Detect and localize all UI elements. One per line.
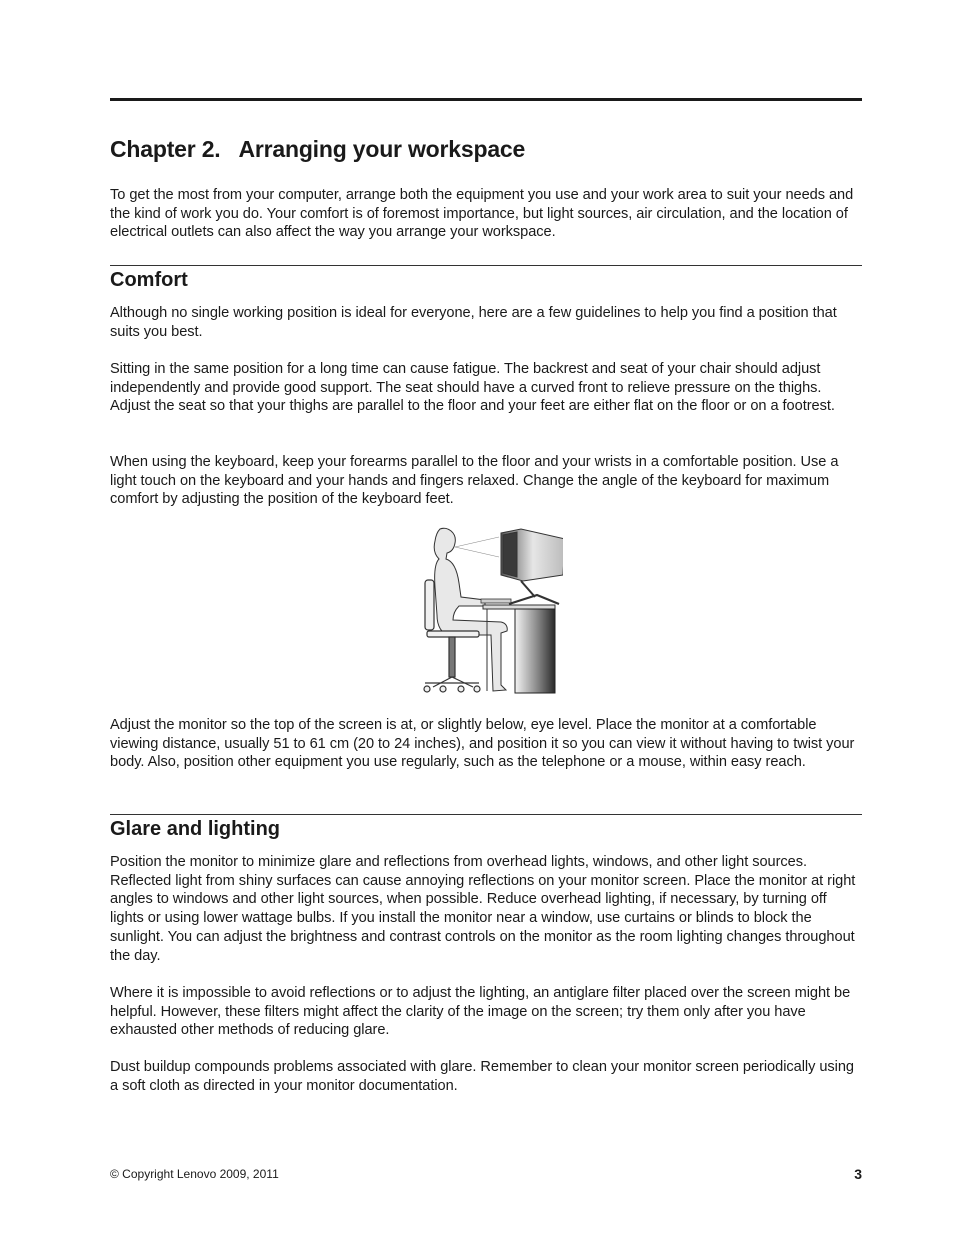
page-number: 3 — [854, 1166, 862, 1182]
comfort-paragraph-4: Adjust the monitor so the top of the screen is at, or slightly below, eye level. Place the monitor at a comfortable viewing distance, usually 51 to 61 cm (20 to 24 inches), and position it so you can view it without having to twist your body. Also, position other equipment you use regularly, such as the telephone or a mouse, within easy reach. — [110, 717, 855, 771]
sight-lines — [455, 537, 499, 557]
glare-section-rule — [110, 814, 862, 815]
copyright-notice: © Copyright Lenovo 2009, 2011 — [110, 1167, 279, 1181]
keyboard — [481, 599, 511, 603]
chapter-title-text: Arranging your workspace — [238, 136, 526, 162]
glare-paragraph-3: Dust buildup compounds problems associated with glare. Remember to clean your monitor screen periodically using a soft cloth as directed in your monitor documentation. — [110, 1059, 854, 1094]
workstation-posture-illustration — [413, 525, 563, 697]
comfort-section-rule — [110, 265, 862, 266]
glare-heading: Glare and lighting — [110, 818, 281, 840]
chapter-intro: To get the most from your computer, arrange both the equipment you use and your work area to suit your needs and the kind of work you do. Your comfort is of foremost importance, but light sources, air circulation, and the location of electrical outlets can also affect the way you arrange your workspace. — [110, 187, 854, 241]
monitor — [501, 529, 563, 604]
chapter-number: Chapter 2. — [110, 136, 221, 162]
comfort-paragraph-3: When using the keyboard, keep your forearms parallel to the floor and your wrists in a comfortable position. Use a light touch on the keyboard and your hands and fingers relaxed. Change the angle of the keyboard for maximum comfort by adjusting the position of the keyboard feet. — [110, 454, 839, 508]
comfort-paragraph-1: Although no single working position is ideal for everyone, here are a few guidelines to help you find a position that suits you best. — [110, 305, 837, 340]
chapter-title — [110, 136, 525, 163]
comfort-heading: Comfort — [110, 269, 188, 291]
glare-paragraph-2: Where it is impossible to avoid reflections or to adjust the lighting, an antiglare filter placed over the screen might be helpful. However, these filters might affect the clarity of the image on the screen; try them only after you have exhausted other methods of reducing glare. — [110, 985, 851, 1039]
seated-person-figure — [434, 528, 507, 691]
chapter-top-rule — [110, 98, 862, 101]
workstation-illustration-svg — [413, 525, 563, 697]
glare-paragraph-1: Position the monitor to minimize glare and reflections from overhead lights, windows, and other light sources. Reflected light from shiny surfaces can cause annoying reflections on your monitor screen. Place the monitor at right angles to windows and other light sources, when possible. Reduce overhead lighting, if necessary, by turning off lights or using lower wattage bulbs. If you install the monitor near a window, use curtains or blinds to block the sunlight. You can adjust the brightness and contrast controls on the monitor as the room lighting changes throughout the day. — [110, 854, 856, 964]
comfort-paragraph-2: Sitting in the same position for a long time can cause fatigue. The backrest and seat of your chair should adjust independently and provide good support. The seat should have a curved front to relieve pressure on the thighs. Adjust the seat so that your thighs are parallel to the floor and your feet are either flat on the floor or on a footrest. — [110, 361, 835, 415]
